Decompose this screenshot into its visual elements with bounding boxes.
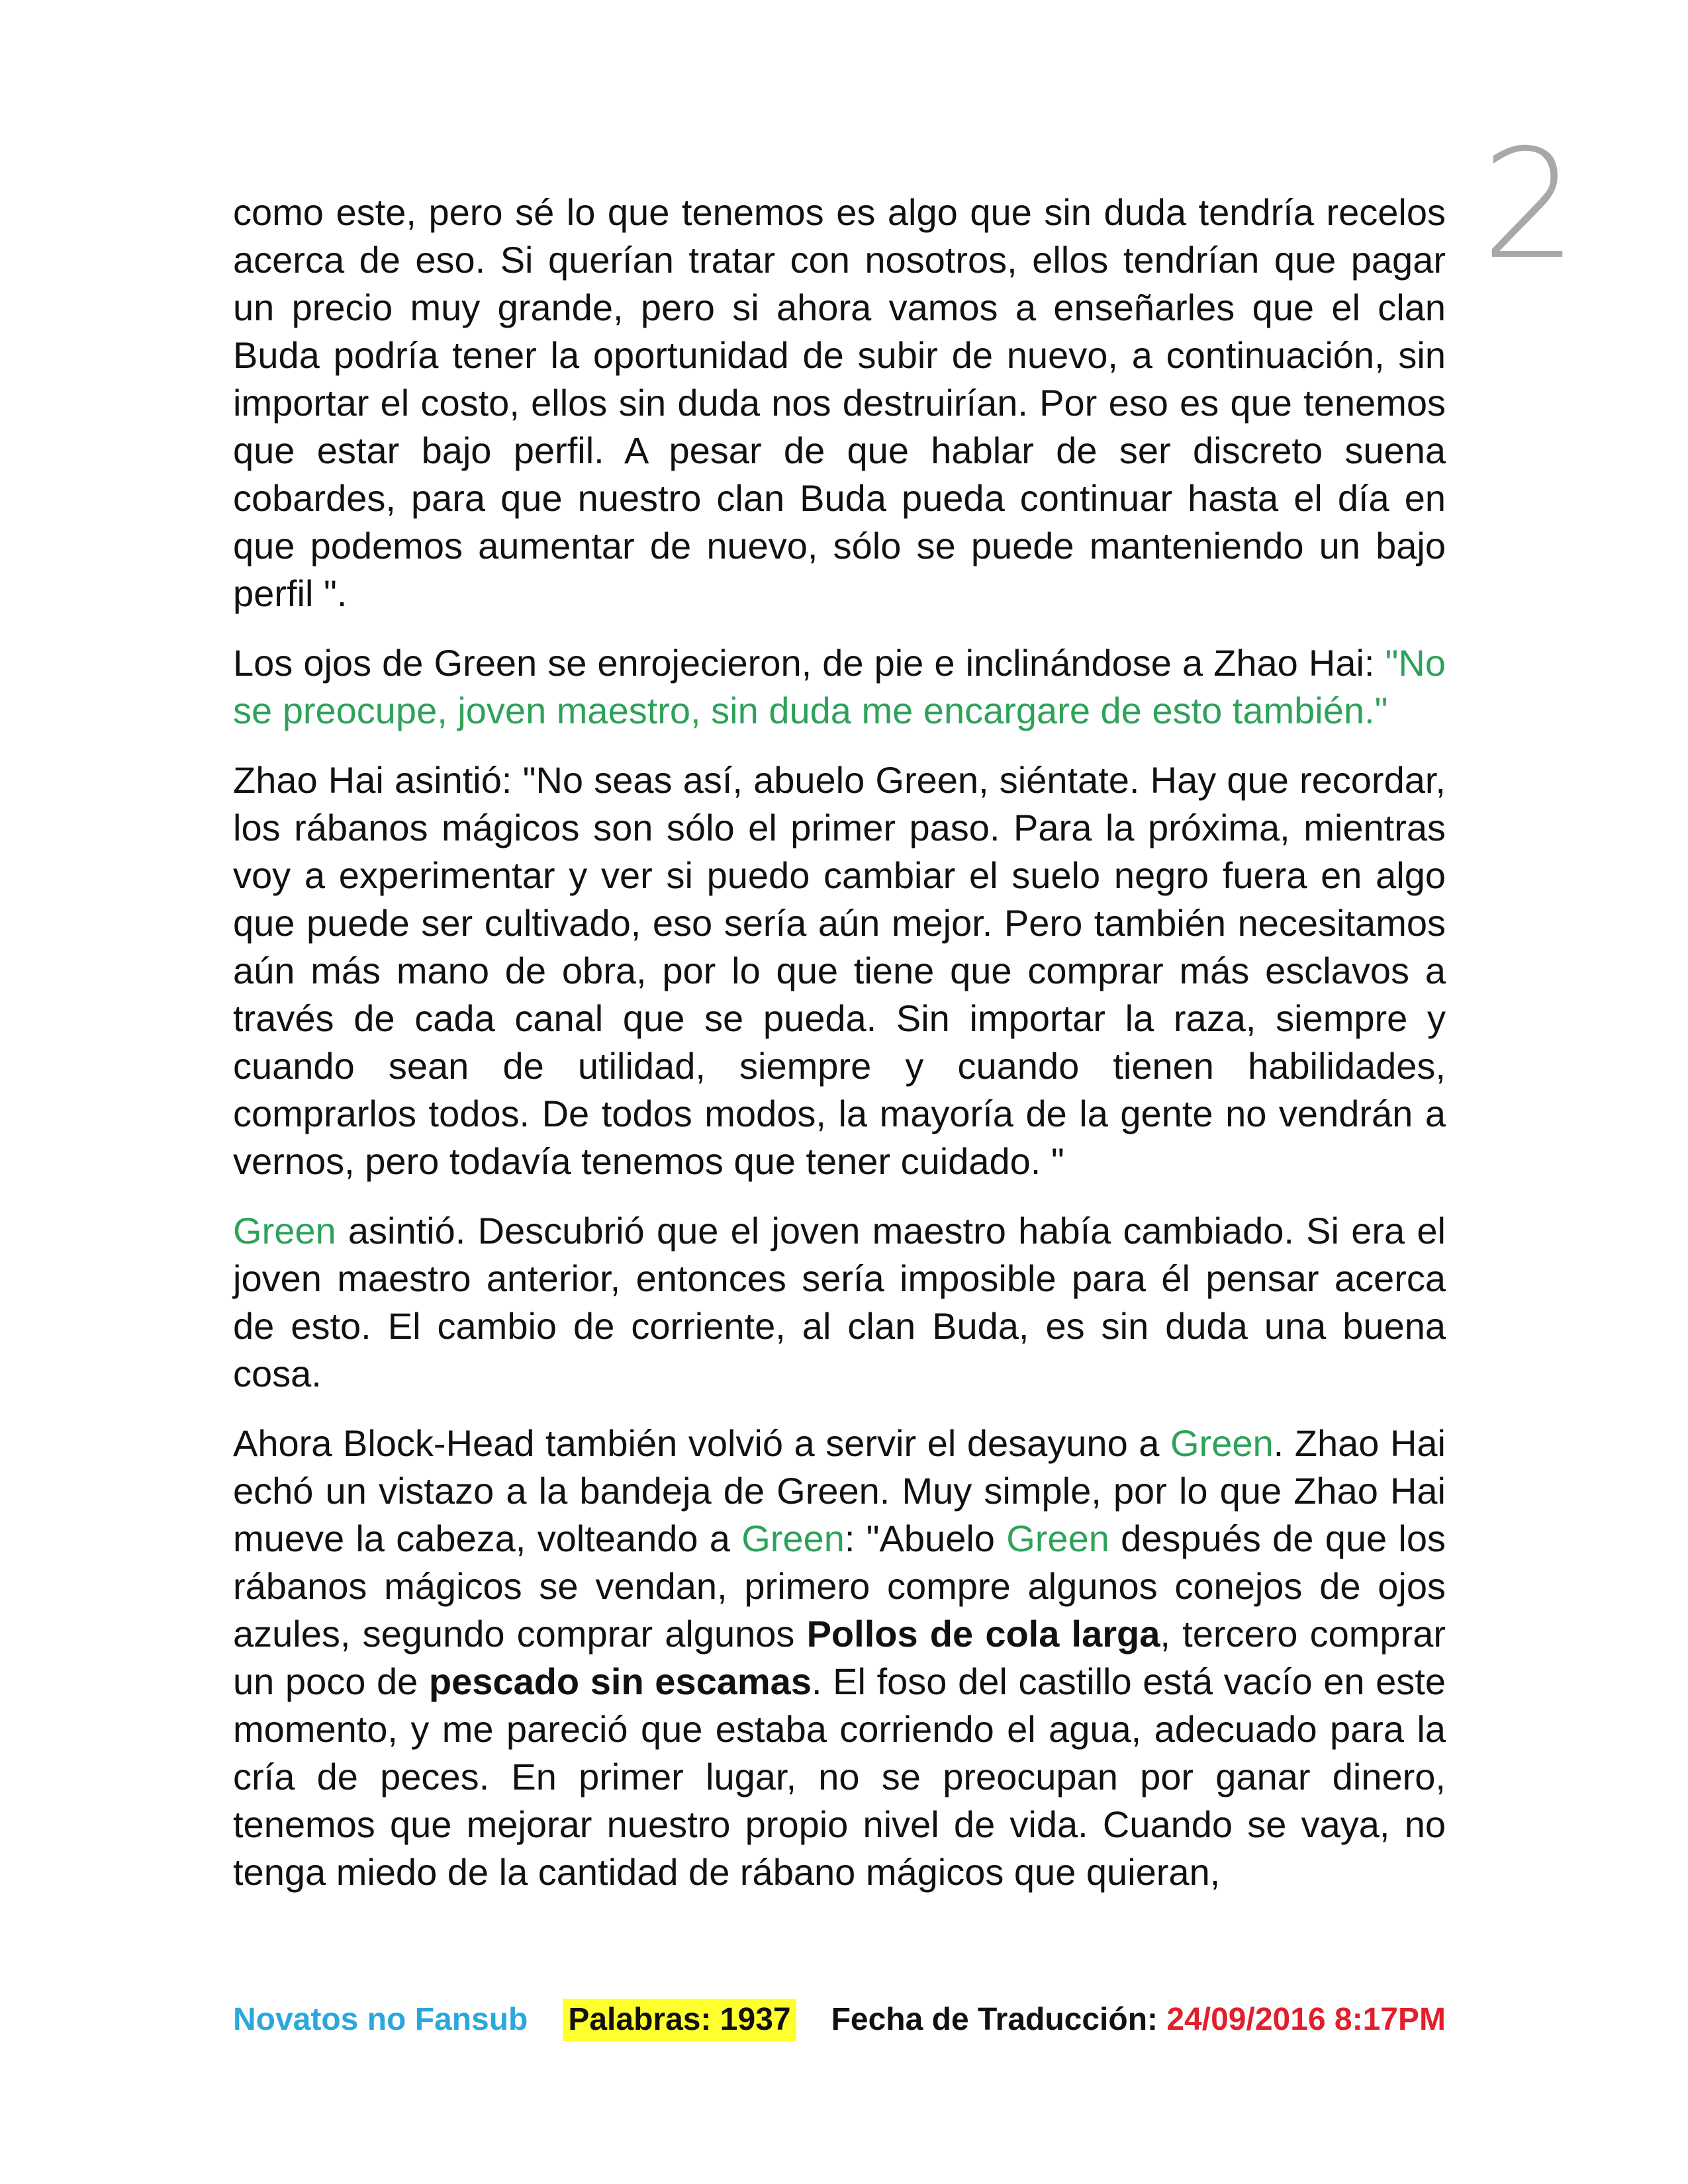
footer — [233, 1999, 1446, 2041]
translation-date — [831, 1999, 1446, 2041]
date-value: 24/09/2016 8:17PM — [1166, 2002, 1446, 2037]
text-run: . Zhao Hai echó un vistazo a la bandeja de Green. Muy simple, por lo que Zhao Hai mueve la cabeza, volteando a — [233, 1422, 1446, 1559]
text-run: , tercero comprar un poco de — [233, 1613, 1446, 1702]
text-run: Ahora Block-Head también volvió a servir el desayuno a — [233, 1422, 1170, 1464]
word-count-badge: Palabras: 1937 — [563, 1999, 796, 2041]
paragraph-4 — [233, 1207, 1446, 1398]
name-green: Green — [1006, 1518, 1109, 1559]
text-run: como este, pero sé lo que tenemos es algo que sin duda tendría recelos acerca de eso. Si querían tratar con nosotros, ellos tendrían que pagar un precio muy grande, pero si ahora vamos a enseñarles que el clan Buda podría tener la oportunidad de subir de nuevo, a continuación, sin importar el costo, ellos sin duda nos destruirían. Por eso es que tenemos que estar bajo perfil. A pesar de que hablar de ser discreto suena cobardes, para que nuestro clan Buda pueda continuar hasta el día en que podemos aumentar de nuevo, sólo se puede manteniendo un bajo perfil ". — [233, 191, 1446, 614]
text-run: Los ojos de Green se enrojecieron, de pie e inclinándose a Zhao Hai: — [233, 642, 1385, 684]
name-green: Green — [233, 1210, 336, 1251]
page-number: 2 — [1481, 116, 1578, 293]
name-green: Green — [741, 1518, 845, 1559]
text-run: . El foso del castillo está vacío en este momento, y me pareció que estaba corriendo el agua, adecuado para la cría de peces. En primer lugar, no se preocupan por ganar dinero, tenemos que mejorar nuestro propio nivel de vida. Cuando se vaya, no tenga miedo de la cantidad de rábano mágicos que quieran, — [233, 1661, 1446, 1893]
document-body — [233, 189, 1446, 1918]
paragraph-1 — [233, 189, 1446, 617]
credit-label: Novatos no Fansub — [233, 2002, 528, 2037]
text-run: : "Abuelo — [844, 1518, 1007, 1559]
bold-term: pescado sin escamas — [428, 1661, 812, 1702]
paragraph-3 — [233, 756, 1446, 1185]
dialogue-green: "No se preocupe, joven maestro, sin duda me encargare de esto también." — [233, 642, 1446, 731]
text-run: Zhao Hai asintió: "No seas así, abuelo Green, siéntate. Hay que recordar, los rábanos mágicos son sólo el primer paso. Para la próxima, mientras voy a experimentar y ver si puedo cambiar el suelo negro fuera en algo que puede ser cultivado, eso sería aún mejor. Pero también necesitamos aún más mano de obra, por lo que tiene que comprar más esclavos a través de cada canal que se pueda. Sin importar la raza, siempre y cuando sean de utilidad, siempre y cuando tienen habilidades, comprarlos todos. De todos modos, la mayoría de la gente no vendrán a vernos, pero todavía tenemos que tener cuidado. " — [233, 759, 1446, 1182]
paragraph-5 — [233, 1420, 1446, 1896]
text-run: asintió. Descubrió que el joven maestro había cambiado. Si era el joven maestro anterior, entonces sería imposible para él pensar acerca de esto. El cambio de corriente, al clan Buda, es sin duda una buena cosa. — [233, 1210, 1446, 1394]
date-label: Fecha de Traducción: — [831, 2002, 1167, 2037]
paragraph-2 — [233, 639, 1446, 735]
text-run: después de que los rábanos mágicos se vendan, primero compre algunos conejos de ojos azules, segundo comprar algunos — [233, 1518, 1446, 1655]
name-green: Green — [1170, 1422, 1274, 1464]
bold-term: Pollos de cola larga — [806, 1613, 1160, 1655]
